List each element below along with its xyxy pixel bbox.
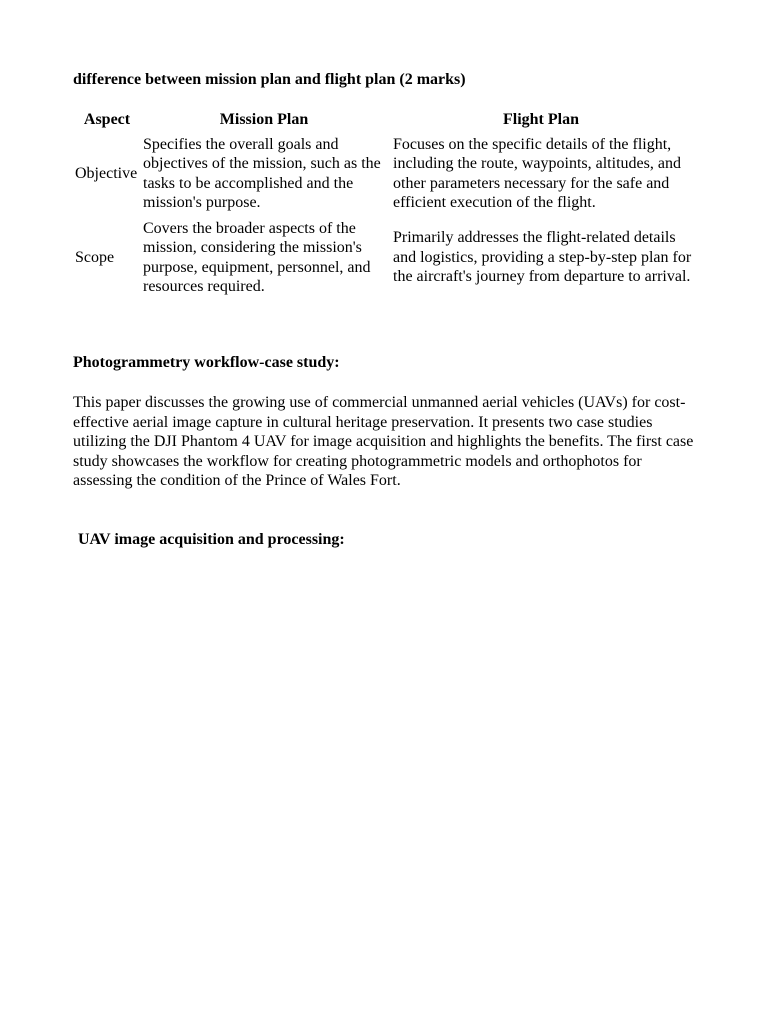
document-title: difference between mission plan and flight plan (2 marks) <box>73 71 466 88</box>
mission-plan-cell: Covers the broader aspects of the mission, considering the mission's purpose, equipment, personnel, and resources required. <box>143 219 371 295</box>
header-flight-plan: Flight Plan <box>502 111 579 128</box>
table-header-row <box>73 108 695 133</box>
header-aspect: Aspect <box>83 111 131 128</box>
aspect-cell: Scope <box>75 248 115 266</box>
comparison-table <box>73 108 695 301</box>
flight-plan-cell: Focuses on the specific details of the flight, including the route, waypoints, altitudes, and other parameters necessary for the safe and efficient execution of the flight. <box>393 135 681 211</box>
header-mission-plan: Mission Plan <box>219 111 309 128</box>
case-study-paragraph: This paper discusses the growing use of commercial unmanned aerial vehicles (UAVs) for cost-effective aerial image capture in cultural heritage preservation. It presents two case studies utilizing the DJI Phantom 4 UAV for image acquisition and highlights the benefits. The first case study showcases the workflow for creating photogrammetric models and orthophotos for assessing the condition of the Prince of Wales Fort. <box>73 394 694 489</box>
mission-plan-cell: Specifies the overall goals and objectives of the mission, such as the tasks to be accomplished and the mission's purpose. <box>143 135 381 211</box>
uav-section-heading: UAV image acquisition and processing: <box>78 531 345 548</box>
case-study-heading: Photogrammetry workflow-case study: <box>73 354 340 371</box>
flight-plan-cell: Primarily addresses the flight-related details and logistics, providing a step-by-step plan for the aircraft's journey from departure to arrival. <box>393 229 692 286</box>
aspect-cell: Objective <box>75 164 138 182</box>
table-row-objective <box>73 133 695 217</box>
table-row-scope <box>73 217 695 301</box>
